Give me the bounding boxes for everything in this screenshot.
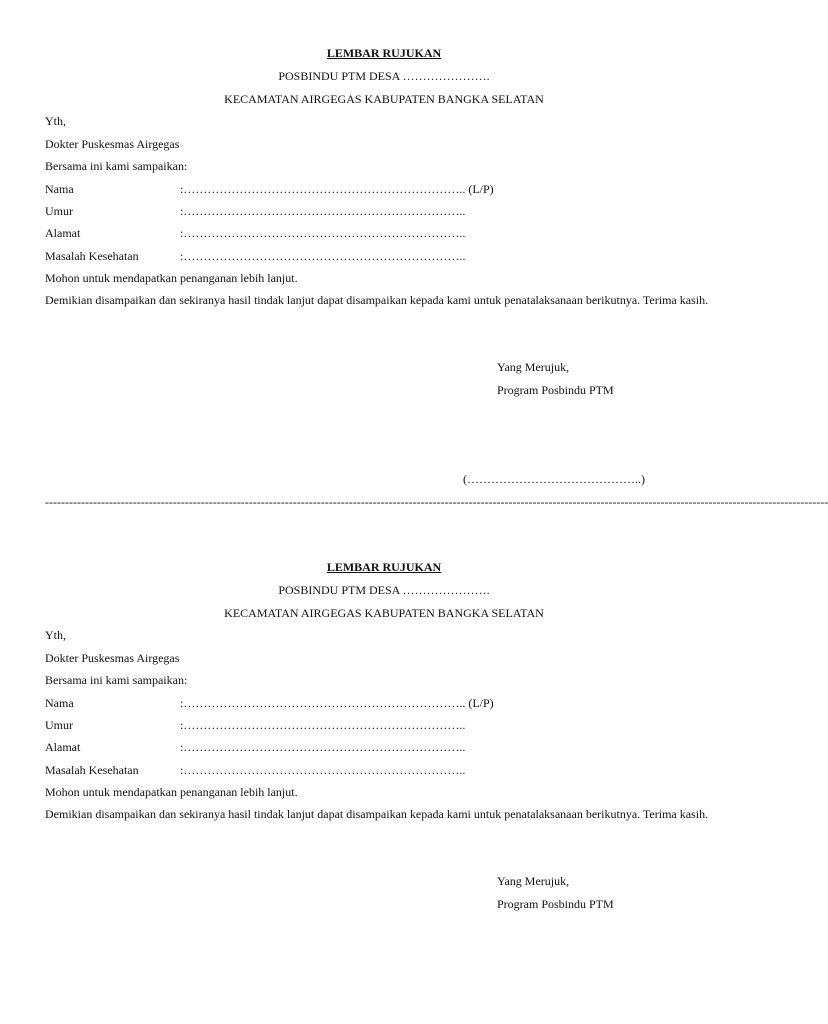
- request-text: Mohon untuk mendapatkan penanganan lebih lanjut.: [45, 271, 298, 285]
- signer-title: Yang Merujuk,: [497, 874, 570, 888]
- field-label-nama: Nama: [45, 182, 74, 196]
- request-text: Mohon untuk mendapatkan penanganan lebih lanjut.: [45, 785, 298, 799]
- field-blank-nama: :…………………………………………………………….. (L/P): [180, 696, 494, 710]
- intro-text: Bersama ini kami sampaikan:: [45, 673, 188, 687]
- greeting: Yth,: [45, 628, 66, 642]
- cut-line-divider: ----------------------------------------------------------------------------------------------------------------------------------------------------------------------------------------------------: [45, 495, 828, 509]
- field-label-masalah-kesehatan: Masalah Kesehatan: [45, 249, 139, 263]
- field-blank-masalah-kesehatan: :……………………………………………………………..: [180, 249, 466, 263]
- field-label-umur: Umur: [45, 204, 73, 218]
- field-blank-nama: :…………………………………………………………….. (L/P): [180, 182, 494, 196]
- greeting: Yth,: [45, 114, 66, 128]
- signer-program: Program Posbindu PTM: [497, 897, 614, 911]
- field-label-umur: Umur: [45, 718, 73, 732]
- field-blank-umur: :……………………………………………………………..: [180, 718, 466, 732]
- signer-title: Yang Merujuk,: [497, 360, 570, 374]
- field-label-masalah-kesehatan: Masalah Kesehatan: [45, 763, 139, 777]
- village-line: POSBINDU PTM DESA ………………….: [278, 583, 490, 597]
- field-label-alamat: Alamat: [45, 740, 81, 754]
- field-label-alamat: Alamat: [45, 226, 81, 240]
- closing-text: Demikian disampaikan dan sekiranya hasil tindak lanjut dapat disampaikan kepada kami untuk penatalaksanaan berikutnya. Terima kasih.: [45, 807, 709, 821]
- intro-text: Bersama ini kami sampaikan:: [45, 159, 188, 173]
- village-line: POSBINDU PTM DESA ………………….: [278, 69, 490, 83]
- form-title: LEMBAR RUJUKAN: [326, 560, 442, 574]
- field-blank-umur: :……………………………………………………………..: [180, 204, 466, 218]
- field-blank-masalah-kesehatan: :……………………………………………………………..: [180, 763, 466, 777]
- field-blank-alamat: :……………………………………………………………..: [180, 740, 466, 754]
- recipient: Dokter Puskesmas Airgegas: [45, 651, 180, 665]
- field-blank-alamat: :……………………………………………………………..: [180, 226, 466, 240]
- recipient: Dokter Puskesmas Airgegas: [45, 137, 180, 151]
- district-line: KECAMATAN AIRGEGAS KABUPATEN BANGKA SELATAN: [224, 606, 544, 620]
- signature-blank: (……………………………………..): [463, 472, 645, 486]
- signer-program: Program Posbindu PTM: [497, 383, 614, 397]
- district-line: KECAMATAN AIRGEGAS KABUPATEN BANGKA SELATAN: [224, 92, 544, 106]
- form-title: LEMBAR RUJUKAN: [326, 46, 442, 60]
- closing-text: Demikian disampaikan dan sekiranya hasil tindak lanjut dapat disampaikan kepada kami untuk penatalaksanaan berikutnya. Terima kasih.: [45, 293, 709, 307]
- field-label-nama: Nama: [45, 696, 74, 710]
